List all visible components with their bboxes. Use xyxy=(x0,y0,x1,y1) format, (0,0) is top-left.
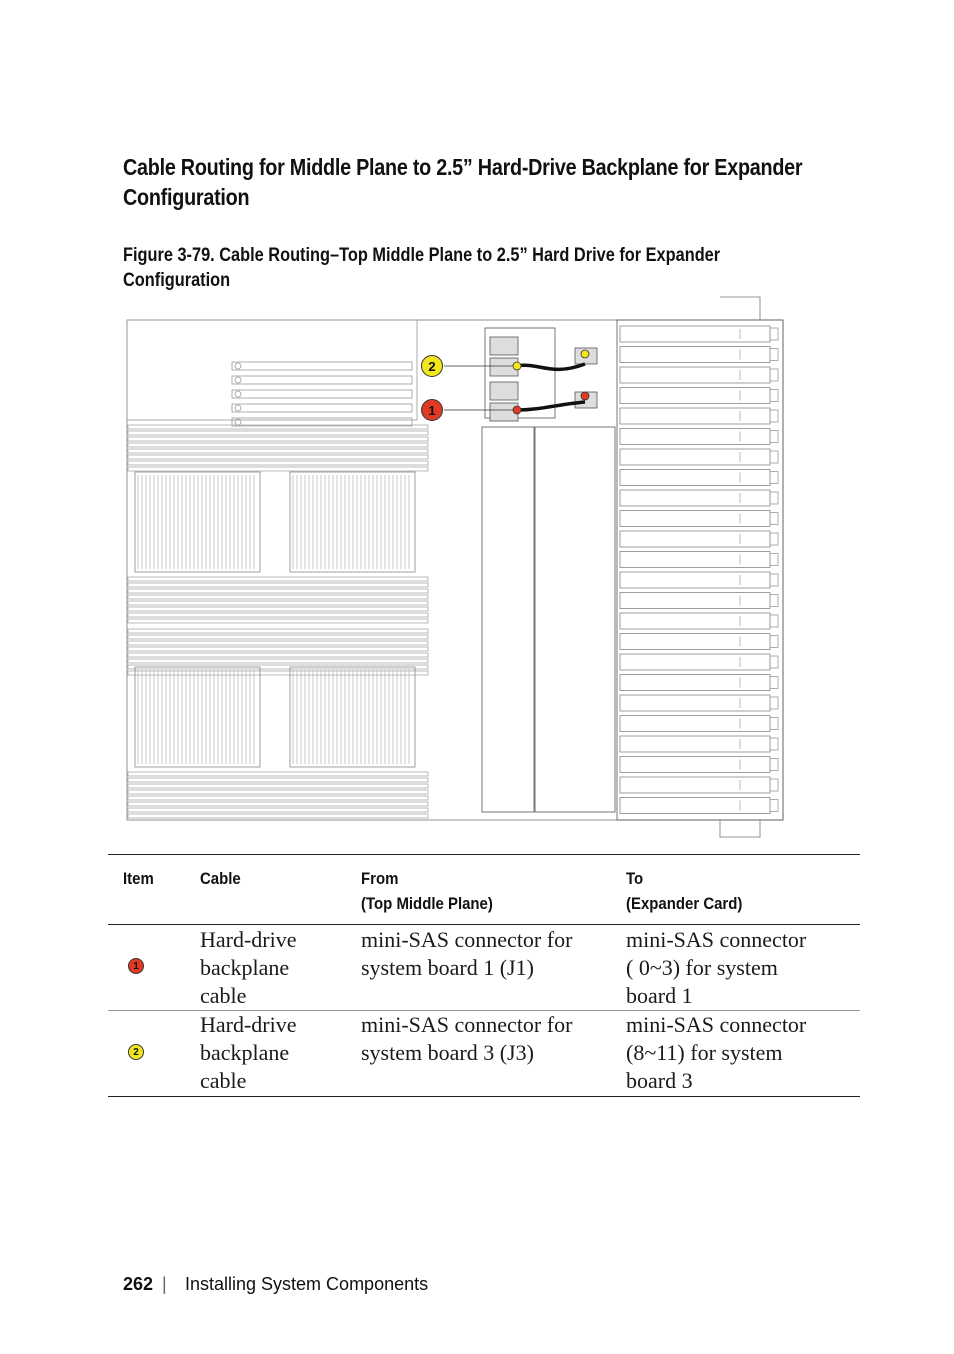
figure-caption: Figure 3-79. Cable Routing–Top Middle Plane to 2.5” Hard Drive for Expander Configuration xyxy=(123,245,721,291)
page-number: 262 xyxy=(123,1274,154,1294)
row-1-callout-badge: 1 xyxy=(128,958,144,974)
table-row-1-cable: Hard-drive backplane cable xyxy=(200,927,297,1008)
table-row-2-cable: Hard-drive backplane cable xyxy=(200,1012,297,1093)
header-to-sub: (Expander Card) xyxy=(626,894,743,913)
table-row-1-from: mini-SAS connector for system board 1 (J1) xyxy=(361,927,573,980)
cable-routing-figure xyxy=(120,292,790,840)
row-2-callout-badge: 2 xyxy=(128,1044,144,1060)
callout-2-badge: 2 xyxy=(421,355,443,377)
table-top-rule xyxy=(108,854,860,855)
table-row-2-to: mini-SAS connector (8~11) for system board 3 xyxy=(626,1012,807,1093)
header-from-sub: (Top Middle Plane) xyxy=(361,894,493,913)
callout-1-badge: 1 xyxy=(421,399,443,421)
table-bottom-rule xyxy=(108,1096,860,1097)
footer-separator: | xyxy=(162,1274,167,1294)
header-cable: Cable xyxy=(200,869,241,888)
table-row-1-to: mini-SAS connector ( 0~3) for system board 1 xyxy=(626,927,807,1008)
header-item: Item xyxy=(123,869,154,888)
section-heading: Cable Routing for Middle Plane to 2.5” Hard-Drive Backplane for Expander Configuration xyxy=(123,154,803,210)
header-rule xyxy=(108,924,860,925)
memory-dimm-banks xyxy=(128,425,428,818)
processor-heatsinks xyxy=(135,472,415,767)
header-from: From xyxy=(361,869,399,888)
header-to: To xyxy=(626,869,644,888)
drive-bay-slots xyxy=(620,326,778,814)
footer-section-title: Installing System Components xyxy=(185,1274,429,1294)
table-row-2-from: mini-SAS connector for system board 3 (J3) xyxy=(361,1012,573,1065)
